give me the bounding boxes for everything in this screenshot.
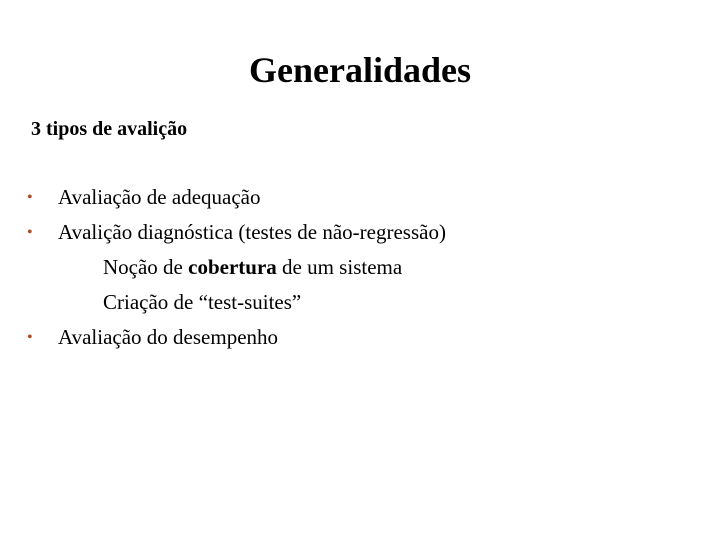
list-subitem (0, 285, 720, 320)
list-item-text: Avalição diagnóstica (testes de não-regressão) (58, 220, 446, 244)
list-item (0, 320, 720, 355)
bullet-icon: • (27, 329, 33, 346)
list-subitem-text: Criação de “test-suites” (103, 290, 302, 314)
bullet-list (0, 180, 720, 355)
bullet-icon: • (27, 224, 33, 241)
subitem-text-after: de um sistema (276, 255, 403, 279)
list-item (0, 180, 720, 215)
list-item-text: Avaliação de adequação (58, 185, 261, 209)
subitem-text-before: Noção de (103, 255, 189, 279)
emphasis-text: cobertura (188, 255, 277, 279)
list-subitem (0, 250, 720, 285)
list-item-text: Avaliação do desempenho (58, 325, 279, 349)
list-item (0, 215, 720, 250)
slide-title: Generalidades (249, 50, 471, 90)
bullet-icon: • (27, 189, 33, 206)
list-subitem-text (103, 250, 402, 285)
slide-subtitle: 3 tipos de avalição (31, 118, 188, 140)
